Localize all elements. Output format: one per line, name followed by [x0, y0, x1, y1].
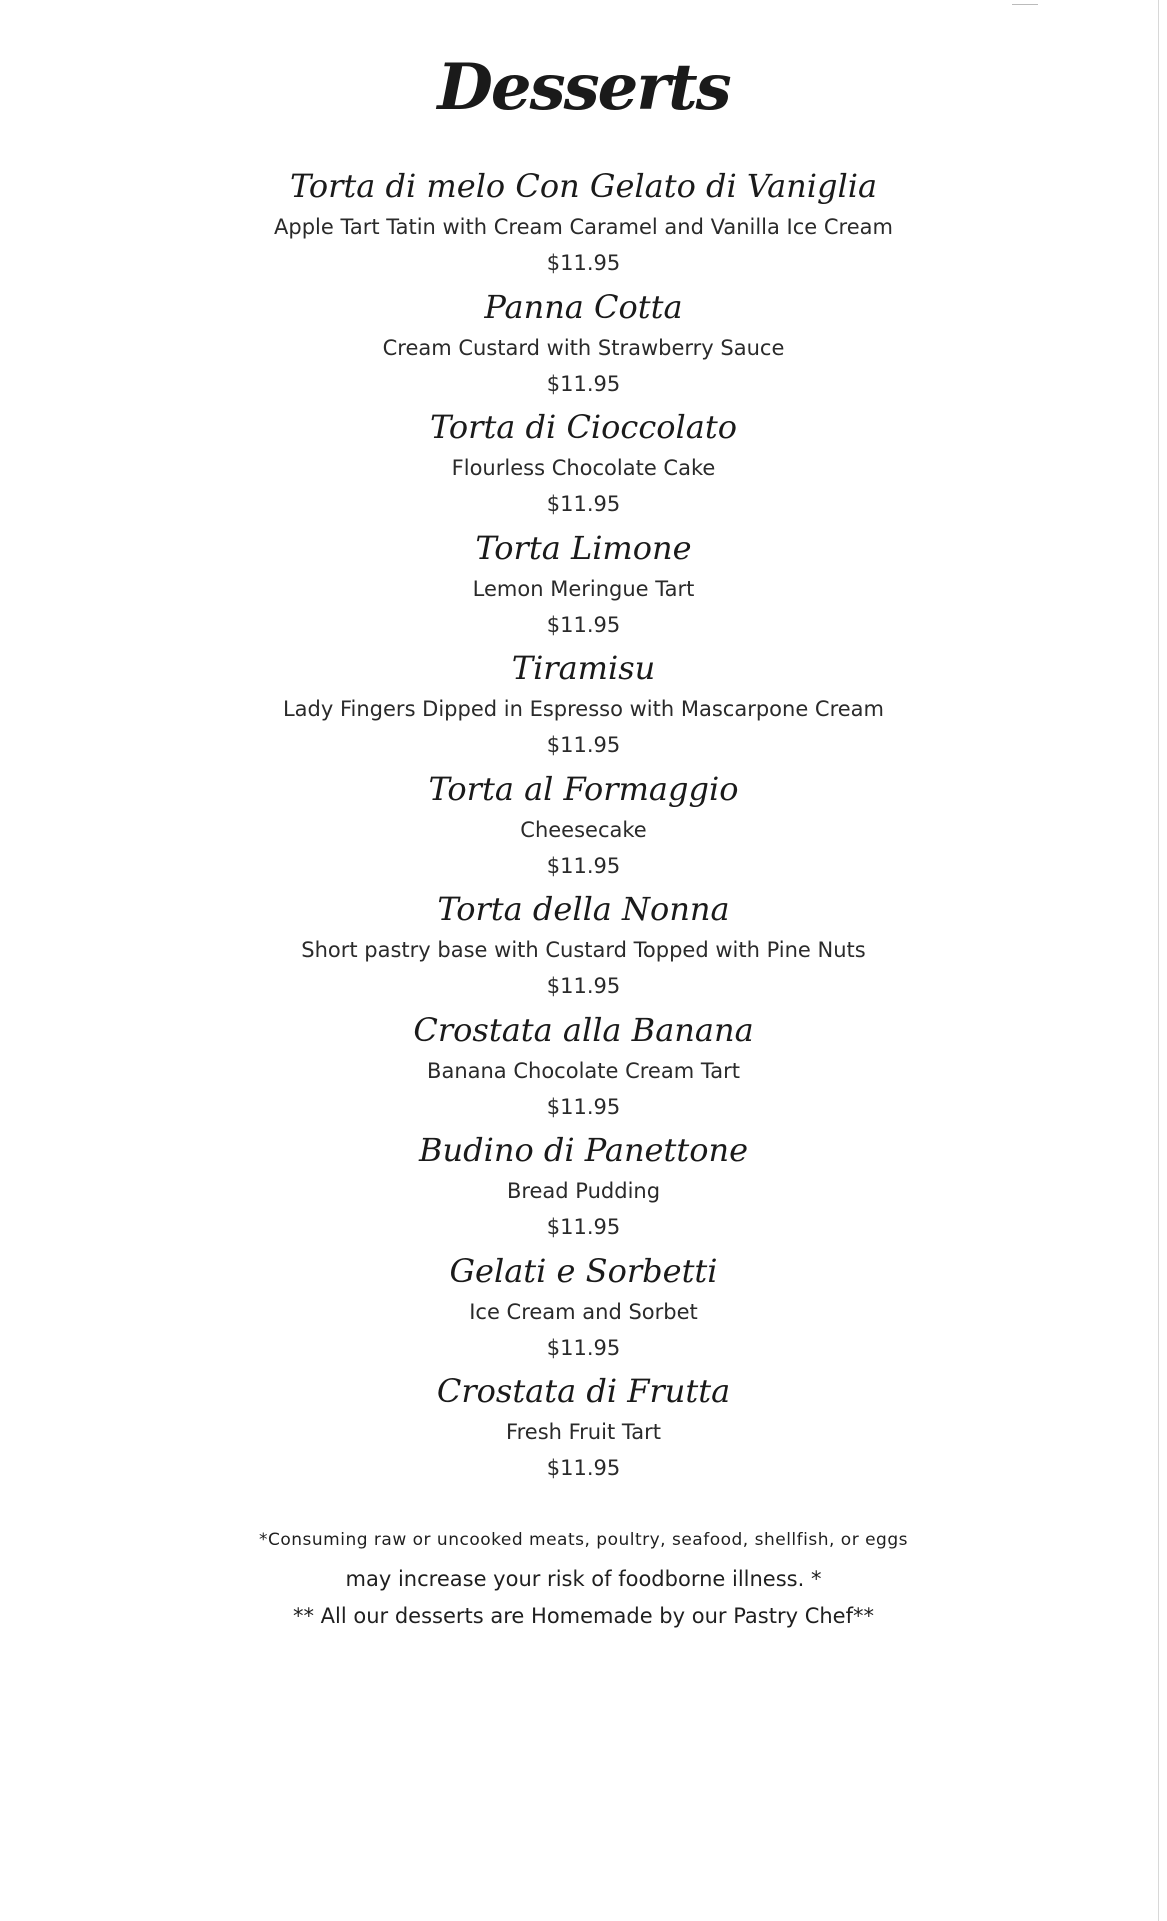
item-name: Crostata di Frutta — [436, 1372, 731, 1410]
item-description: Ice Cream and Sorbet — [469, 1299, 698, 1324]
item-description: Lady Fingers Dipped in Espresso with Mascarpone Cream — [282, 697, 884, 721]
item-description: Fresh Fruit Tart — [506, 1420, 661, 1444]
item-price: $11.95 — [546, 612, 621, 637]
item-description: Flourless Chocolate Cake — [451, 456, 716, 480]
item-name: Budino di Panettone — [418, 1131, 749, 1169]
item-name: Panna Cotta — [484, 287, 683, 326]
menu-item — [0, 886, 1167, 1007]
food-safety-warning-line2: may increase your risk of foodborne illness. * — [345, 1567, 822, 1591]
food-safety-warning-line1: *Consuming raw or uncooked meats, poultry, seafood, shellfish, or eggs — [258, 1530, 908, 1550]
menu-item — [0, 766, 1167, 887]
dessert-list — [0, 163, 1167, 1489]
item-name: Torta di melo Con Gelato di Vaniglia — [289, 167, 878, 205]
item-name: Torta al Formaggio — [428, 769, 739, 808]
item-name: Crostata alla Banana — [413, 1010, 754, 1049]
item-name: Torta della Nonna — [437, 890, 730, 928]
menu-item — [0, 525, 1167, 646]
item-description: Short pastry base with Custard Topped with Pine Nuts — [301, 938, 866, 962]
item-price: $11.95 — [546, 492, 621, 516]
menu-item — [0, 284, 1167, 405]
item-price: $11.95 — [546, 251, 621, 275]
item-price: $11.95 — [546, 1456, 621, 1480]
item-name: Torta di Cioccolato — [430, 408, 737, 446]
item-description: Cream Custard with Strawberry Sauce — [382, 335, 785, 360]
menu-item — [0, 1248, 1167, 1369]
item-price: $11.95 — [546, 974, 621, 998]
item-price: $11.95 — [546, 853, 621, 878]
item-price: $11.95 — [546, 1335, 621, 1360]
item-price: $11.95 — [546, 733, 621, 757]
item-name: Torta Limone — [475, 528, 692, 567]
item-price: $11.95 — [546, 1215, 621, 1239]
item-description: Bread Pudding — [506, 1179, 661, 1203]
menu-item — [0, 645, 1167, 766]
menu-item — [0, 1368, 1167, 1489]
item-price: $11.95 — [546, 1094, 621, 1119]
menu-title: Desserts — [437, 50, 730, 125]
item-price: $11.95 — [546, 371, 621, 396]
item-description: Apple Tart Tatin with Cream Caramel and Vanilla Ice Cream — [274, 215, 893, 239]
homemade-note: ** All our desserts are Homemade by our Pastry Chef** — [293, 1604, 874, 1628]
item-name: Gelati e Sorbetti — [449, 1251, 718, 1290]
scan-corner-mark — [1012, 4, 1038, 5]
menu-item — [0, 404, 1167, 525]
menu-item — [0, 1127, 1167, 1248]
item-name: Tiramisu — [511, 649, 656, 687]
item-description: Banana Chocolate Cream Tart — [427, 1058, 740, 1083]
menu-item — [0, 163, 1167, 284]
item-description: Cheesecake — [520, 817, 647, 842]
item-description: Lemon Meringue Tart — [472, 576, 695, 601]
menu-item — [0, 1007, 1167, 1128]
